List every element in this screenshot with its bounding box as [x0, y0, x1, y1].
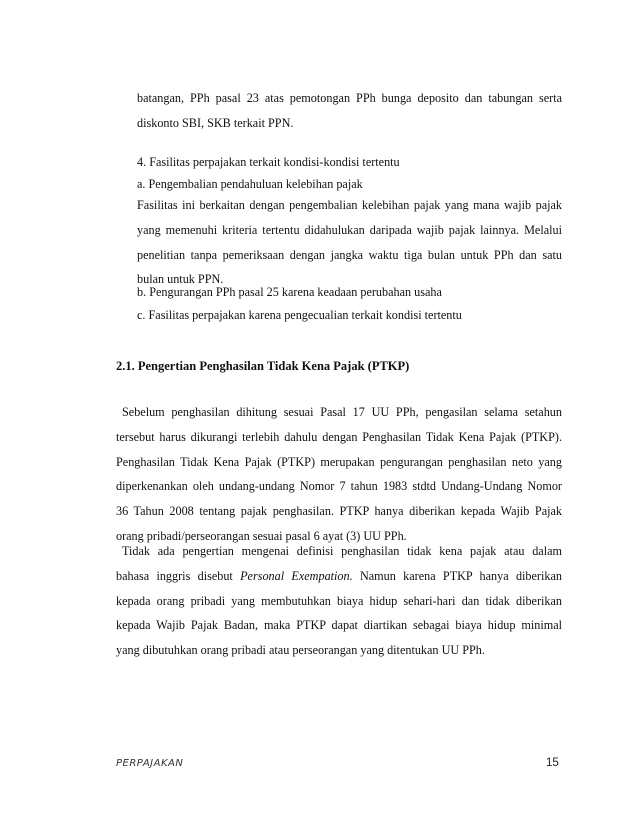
- text-line: kepada orang pribadi yang membutuhkan biaya hidup sehari-hari dan tidak diberikan: [116, 593, 562, 608]
- text-line: Fasilitas ini berkaitan dengan pengembalian kelebihan pajak yang mana wajib pajak: [137, 198, 562, 212]
- italic-term: Personal Exempation.: [240, 568, 353, 583]
- text-line: tersebut harus dikurangi terlebih dahulu dengan Penghasilan Tidak Kena Pajak (PTKP).: [116, 429, 562, 444]
- text-line: [116, 564, 562, 589]
- text-line: diperkenankan oleh undang-undang Nomor 7 tahun 1983 stdtd Undang-Undang Nomor: [116, 479, 562, 494]
- text-line: bulan untuk PPN.: [137, 272, 224, 287]
- text-line: diskonto SBI, SKB terkait PPN.: [137, 115, 294, 130]
- text-line: Sebelum penghasilan dihitung sesuai Pasal 17 UU PPh, pengasilan selama setahun: [122, 405, 562, 419]
- list-item-c: c. Fasilitas perpajakan karena pengecualian terkait kondisi tertentu: [137, 308, 462, 322]
- text-line: batangan, PPh pasal 23 atas pemotongan PPh bunga deposito dan tabungan serta: [137, 91, 562, 105]
- list-item-4: 4. Fasilitas perpajakan terkait kondisi-kondisi tertentu: [137, 155, 400, 169]
- text-line: orang pribadi/perseorangan sesuai pasal 6 ayat (3) UU PPh.: [116, 528, 407, 543]
- text-line: yang memenuhi kriteria tertentu didahulukan daripada wajib pajak lainnya. Melalui: [137, 222, 562, 237]
- text-line: kepada Wajib Pajak Badan, maka PTKP dapat diartikan sebagai biaya hidup minimal: [116, 618, 562, 633]
- text-line: Penghasilan Tidak Kena Pajak (PTKP) merupakan pengurangan penghasilan neto yang: [116, 454, 562, 469]
- text-line: Tidak ada pengertian mengenai definisi penghasilan tidak kena pajak atau dalam: [122, 544, 562, 558]
- list-item-b: b. Pengurangan PPh pasal 25 karena keadaan perubahan usaha: [137, 285, 442, 299]
- text-line: 36 Tahun 2008 tentang pajak penghasilan. PTKP hanya diberikan kepada Wajib Pajak: [116, 504, 562, 519]
- section-paragraph-1: [116, 400, 562, 549]
- list-item-a: a. Pengembalian pendahuluan kelebihan pajak: [137, 177, 363, 191]
- text-line: yang dibutuhkan orang pribadi atau perseorangan yang ditentukan UU PPh.: [116, 643, 485, 658]
- section-heading: 2.1. Pengertian Penghasilan Tidak Kena Pajak (PTKP): [116, 359, 410, 373]
- footer-brand: PERPAJAKAN: [116, 758, 184, 769]
- section-paragraph-2: [116, 539, 562, 663]
- top-paragraph: [137, 86, 562, 136]
- text-fragment: bahasa inggris disebut: [116, 568, 233, 583]
- text-fragment: Namun karena PTKP hanya diberikan: [359, 568, 562, 583]
- text-line: penelitian tanpa pemeriksaan dengan jangka waktu tiga bulan untuk PPh dan satu: [137, 247, 562, 262]
- paragraph-a: [137, 193, 562, 292]
- page-number: 15: [546, 757, 559, 769]
